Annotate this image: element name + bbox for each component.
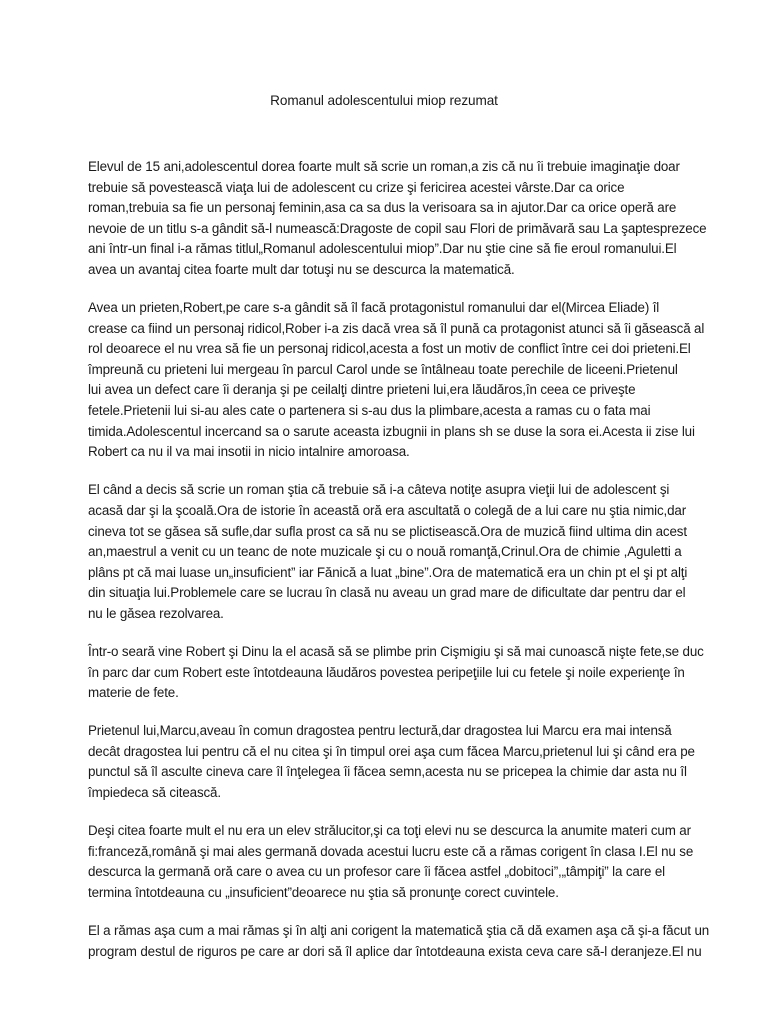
paragraph: [88, 721, 695, 803]
text-line: punctul să îl asculte cineva care îl înţelegea îi făcea semn,acesta nu se pricepea la chimie dar asta nu îl: [88, 764, 687, 780]
paragraph: [88, 921, 710, 962]
text-line: crease ca fiind un personaj ridicol,Rober i-a zis dacă vrea să îl pună ca protagonist atunci să îi găsească al: [88, 320, 705, 336]
document-body: [88, 157, 710, 980]
paragraph: [88, 298, 705, 463]
text-line: Avea un prieten,Robert,pe care s-a gândit să îl facă protagonistul romanului dar el(Mircea Eliade) îl: [88, 300, 660, 316]
paragraph: [88, 642, 704, 704]
text-line: fetele.Prietenii lui si-au ales cate o partenera si s-au dus la plimbare,acesta a ramas cu o fata mai: [88, 403, 651, 419]
text-line: Prietenul lui,Marcu,aveau în comun dragostea pentru lectură,dar dragostea lui Marcu era mai intensă: [88, 723, 672, 739]
text-line: din situaţia lui.Problemele care se lucrau în clasă nu aveau un grad mare de dificultate dar pentru dar el: [88, 585, 686, 601]
text-line: lui avea un defect care îi deranja şi pe ceilalţi dintre prieteni lui,era lăudăros,în ceea ce priveşte: [88, 382, 636, 398]
text-line: împiedeca să citească.: [88, 785, 221, 801]
text-line: El când a decis să scrie un roman ştia că trebuie să i-a câteva notiţe asupra vieţii lui de adolescent şi: [88, 482, 670, 498]
text-line: Robert ca nu il va mai insotii in nicio intalnire amoroasa.: [88, 444, 410, 460]
text-line: ani într-un final i-a rămas titlul„Romanul adolescentului miop”.Dar nu ştie cine să fie eroul romanului.El: [88, 241, 677, 257]
document-title: Romanul adolescentului miop rezumat: [270, 93, 498, 108]
text-line: plâns pt că mai luase un„insuficient” iar Fănică a luat „bine”.Ora de matematică era un chin pt el şi pt alţi: [88, 564, 688, 580]
paragraph: [88, 157, 707, 281]
text-line: El a rămas aşa cum a mai rămas şi în alţi ani corigent la matematică ştia că dă examen aşa că şi-a făcut un: [88, 923, 710, 938]
text-line: Elevul de 15 ani,adolescentul dorea foarte mult să scrie un roman,a zis că nu îi trebuie imaginaţie doar: [88, 159, 680, 174]
text-line: termina întotdeauna cu „insuficient”deoarece nu ştia să pronunţe corect cuvintele.: [88, 884, 559, 900]
text-line: program destul de riguros pe care ar dori să îl aplice dar întotdeauna exista ceva care să-l deranjeze.El nu: [88, 943, 702, 959]
text-line: fi:franceză,română şi mai ales germană dovada acestui lucru este că a rămas corigent în clasa I.El nu se: [88, 843, 694, 859]
paragraph: [88, 480, 688, 624]
text-line: în parc dar cum Robert este întotdeauna lăudăros povestea peripeţiile lui cu fetele şi noile experienţe în: [88, 664, 685, 680]
text-line: Într-o seară vine Robert şi Dinu la el acasă să se plimbe prin Cişmigiu şi să mai cunoască nişte fete,se duc: [88, 643, 704, 659]
text-line: rol deoarece el nu vrea să fie un personaj ridicol,acesta a fost un motiv de conflict între cei doi prieteni.El: [88, 341, 691, 357]
text-line: împreună cu prieteni lui mergeau în parcul Carol unde se întâlneau toate perechile de liceeni.Prietenul: [88, 361, 678, 377]
text-line: timida.Adolescentul incercand sa o sarute aceasta izbugnii in plans sh se duse la sora ei.Acesta ii zise lui: [88, 423, 695, 439]
text-line: cineva tot se găsea să sufle,dar sufla prost ca să nu se plictisească.Ora de muzică fiind ultima din acest: [88, 523, 687, 539]
text-line: materie de fete.: [88, 685, 179, 701]
text-line: avea un avantaj citea foarte mult dar totuşi nu se descurca la matematică.: [88, 261, 515, 277]
text-line: trebuie să povestească viaţa lui de adolescent cu crize şi fericirea acestei vârste.Dar ca orice: [88, 179, 625, 195]
text-line: an,maestrul a venit cu un teanc de note muzicale şi cu o nouă romanţă,Crinul.Ora de chimie ,Aguletti a: [88, 544, 682, 560]
paragraph: [88, 821, 694, 903]
text-line: Deşi citea foarte mult el nu era un elev strălucitor,şi ca toţi elevi nu se descurca la anumite materi cum ar: [88, 823, 691, 839]
text-line: nu le găsea rezolvarea.: [88, 605, 224, 621]
text-line: roman,trebuia sa fie un personaj feminin,asa ca sa dus la verisoara sa in ajutor.Dar ca orice operă are: [88, 200, 677, 216]
text-line: nevoie de un titlu s-a gândit să-l numească:Dragoste de copil sau Flori de primăvară sau La şaptesprezece: [88, 220, 707, 236]
text-line: decât dragostea lui pentru că el nu citea şi în timpul orei aşa cum făcea Marcu,prietenul lui şi când era pe: [88, 743, 695, 759]
text-line: acasă dar şi la şcoală.Ora de istorie în această oră era ascultată o colegă de a lui care nu ştia nimic,dar: [88, 502, 687, 518]
text-line: descurca la germană oră care o avea cu un profesor care îi făcea astfel „dobitoci”,„tâmpiţi” la care el: [88, 864, 666, 880]
